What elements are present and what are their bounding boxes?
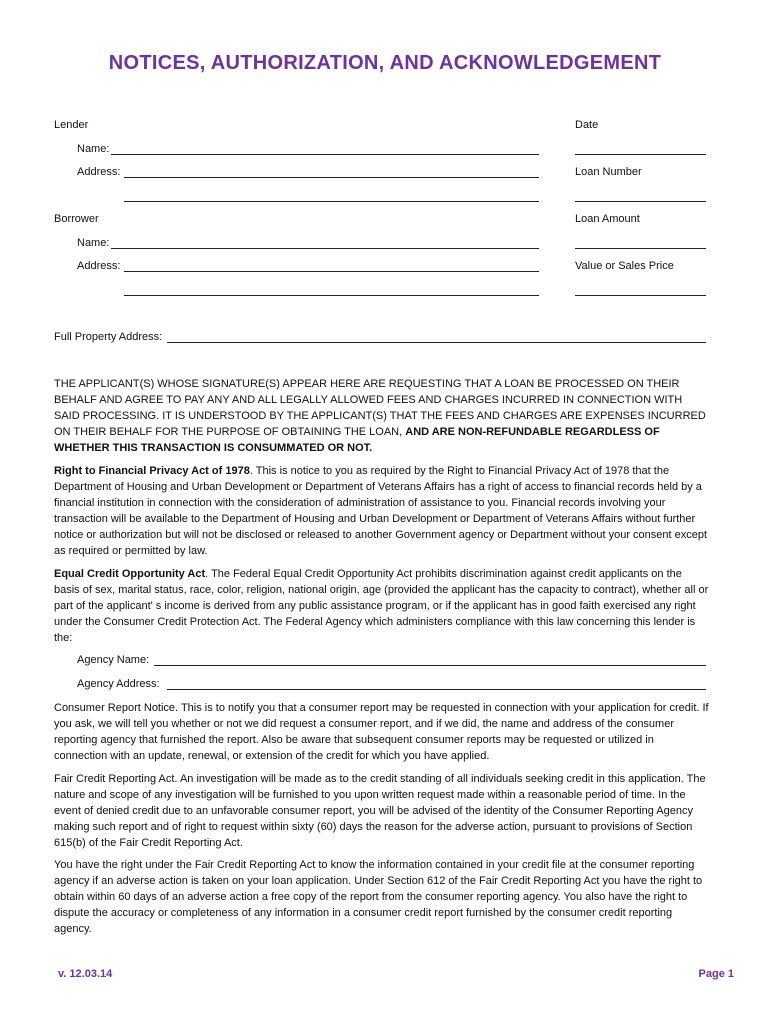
loan-number-label: Loan Number xyxy=(575,166,642,178)
lender-address-field[interactable] xyxy=(124,177,539,178)
lender-name-label: Name: xyxy=(77,143,110,155)
intro-text: THE APPLICANT(S) WHOSE SIGNATURE(S) APPEAR HERE ARE REQUESTING THAT A LOAN BE PROCESSED ON THEIR BEHALF AND AGREE TO PAY ANY AND ALL LEGALLY ALLOWED FEES AND CHARGES INCURRED IN CONNECTION WITH SAID PROCESSING. IT IS UNDERSTOOD BY THE APPLICANT(S) THAT THE FEES AND CHARGES ARE EXPENSES INCURRED ON THEIR BEHALF FOR THE PURPOSE OF OBTAINING THE LOAN, xyxy=(54,378,706,438)
lender-name-field[interactable] xyxy=(111,154,539,155)
date-label: Date xyxy=(575,119,599,131)
privacy-heading: Right to Financial Privacy Act of 1978 xyxy=(54,465,250,477)
page-number: Page 1 xyxy=(698,968,734,980)
ecoa-heading: Equal Credit Opportunity Act xyxy=(54,568,206,580)
value-price-field[interactable] xyxy=(575,295,706,296)
consumer-report-paragraph: Consumer Report Notice. This is to notify you that a consumer report may be requested in connection with your application for credit. If you ask, we will tell you whether or not we did request a consumer report, and if we did, the name and address of the consumer reporting agency that furnished the report. Also be aware that subsequent consumer reports may be requested or utilized in connection with an update, renewal, or extension of the credit for which you have applied. xyxy=(54,702,709,762)
borrower-address-field-2[interactable] xyxy=(124,295,539,296)
loan-amount-field[interactable] xyxy=(575,248,706,249)
privacy-paragraph xyxy=(54,463,710,559)
agency-address-label: Agency Address: xyxy=(77,678,160,690)
borrower-address-label: Address: xyxy=(77,260,121,272)
loan-number-field[interactable] xyxy=(575,201,706,202)
value-price-label: Value or Sales Price xyxy=(575,260,674,272)
borrower-name-field[interactable] xyxy=(111,248,539,249)
property-address-label: Full Property Address: xyxy=(54,331,163,343)
ecoa-text: . The Federal Equal Credit Opportunity Act prohibits discrimination against credit applicants on the basis of sex, marital status, race, color, religion, national origin, age (provided the applicant has the capacity to contract), whether all or part of the applicant' s income is derived from any public assistance program, or if the applicant has in good faith exercised any right under the Consumer Credit Protection Act. The Federal Agency which administers compliance with this law concerning this lender is the: xyxy=(54,568,709,644)
ecoa-paragraph xyxy=(54,566,710,646)
agency-name-label: Agency Name: xyxy=(77,654,150,666)
fcra-paragraph: Fair Credit Reporting Act. An investigation will be made as to the credit standing of all individuals seeking credit in this application. The nature and scope of any investigation will be furnished to you upon written request made within a reasonable period of time. In the event of denied credit due to an unfavorable consumer report, you will be advised of the identity of the Consumer Reporting Agency making such report and of right to request within sixty (60) days the reason for the adverse action, pursuant to provisions of Section 615(b) of the Fair Credit Reporting Act. xyxy=(54,773,706,849)
intro-bold-text: AND ARE NON-REFUNDABLE REGARDLESS OF WHETHER THIS TRANSACTION IS CONSUMMATED OR NOT. xyxy=(54,426,660,454)
borrower-heading: Borrower xyxy=(54,213,99,225)
version-label: v. 12.03.14 xyxy=(58,968,113,980)
agency-address-field[interactable] xyxy=(167,689,706,690)
borrower-name-label: Name: xyxy=(77,237,110,249)
rights-paragraph: You have the right under the Fair Credit Reporting Act to know the information contained in your credit file at the consumer reporting agency if an adverse action is taken on your loan application. Under Section 612 of the Fair Credit Reporting Act you have the right to obtain within 60 days of an adverse action a free copy of the report from the consumer reporting agency. You also have the right to dispute the accuracy or completeness of any information in a consumer credit report furnished by the consumer credit reporting agency. xyxy=(54,859,703,935)
lender-address-field-2[interactable] xyxy=(124,201,539,202)
lender-heading: Lender xyxy=(54,119,89,131)
date-field[interactable] xyxy=(575,154,706,155)
page-title: NOTICES, AUTHORIZATION, AND ACKNOWLEDGEMENT xyxy=(108,52,662,74)
property-address-field[interactable] xyxy=(167,342,706,343)
borrower-address-field[interactable] xyxy=(124,271,539,272)
lender-address-label: Address: xyxy=(77,166,121,178)
loan-amount-label: Loan Amount xyxy=(575,213,640,225)
agency-name-field[interactable] xyxy=(154,665,706,666)
intro-paragraph xyxy=(54,376,710,456)
privacy-text: . This is notice to you as required by the Right to Financial Privacy Act of 1978 that the Department of Housing and Urban Development or Department of Veterans Affairs has a right of access to financial records held by a financial institution in connection with the consideration of administration of assistance to you. Financial records involving your transaction will be available to the Department of Housing and Urban Development or Department of Veterans Affairs without further notice or authorization but will not be disclosed or released to another Government agency or Department without your consent except as required or permitted by law. xyxy=(54,465,708,557)
